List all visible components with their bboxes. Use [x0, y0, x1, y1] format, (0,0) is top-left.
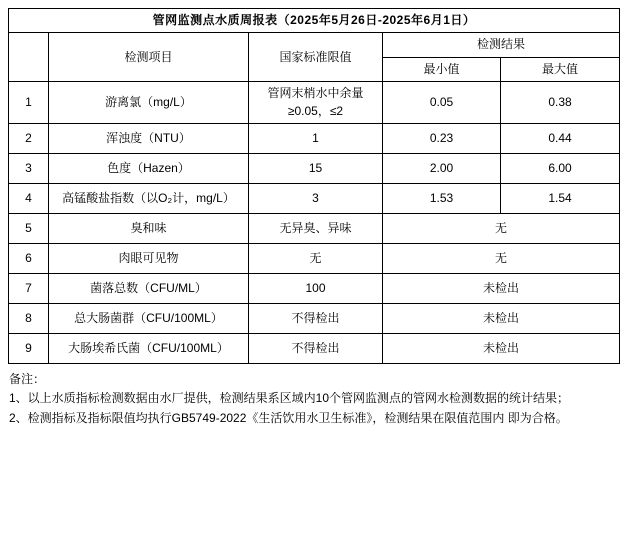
- row-item: 大肠埃希氏菌（CFU/100ML）: [49, 333, 249, 363]
- water-quality-table: [8, 8, 620, 364]
- row-limit: 3: [249, 183, 383, 213]
- page-title: 管网监测点水质周报表（2025年5月26日-2025年6月1日）: [9, 9, 620, 33]
- row-limit: 无异臭、异味: [249, 213, 383, 243]
- row-index: 5: [9, 213, 49, 243]
- row-item: 游离氯（mg/L）: [49, 82, 249, 124]
- row-index: 8: [9, 303, 49, 333]
- row-item: 浑浊度（NTU）: [49, 123, 249, 153]
- header-item: 检测项目: [49, 33, 249, 82]
- row-max: 1.54: [501, 183, 620, 213]
- row-limit: 不得检出: [249, 333, 383, 363]
- row-max: 0.44: [501, 123, 620, 153]
- notes-section: [9, 370, 619, 428]
- header-max: 最大值: [501, 57, 620, 81]
- header-result: 检测结果: [383, 33, 620, 57]
- table-row: [9, 153, 620, 183]
- header-index: [9, 33, 49, 82]
- row-limit: 管网末梢水中余量≥0.05，≤2: [249, 82, 383, 124]
- table-row: [9, 82, 620, 124]
- row-min: 0.05: [383, 82, 501, 124]
- row-result: 未检出: [383, 273, 620, 303]
- row-max: 0.38: [501, 82, 620, 124]
- row-index: 7: [9, 273, 49, 303]
- header-min: 最小值: [383, 57, 501, 81]
- notes-line-2: 2、检测指标及指标限值均执行GB5749-2022《生活饮用水卫生标准》，检测结果在限值范围内 即为合格。: [9, 410, 568, 425]
- row-limit: 100: [249, 273, 383, 303]
- table-row: [9, 303, 620, 333]
- row-item: 总大肠菌群（CFU/100ML）: [49, 303, 249, 333]
- table-row: [9, 243, 620, 273]
- row-min: 2.00: [383, 153, 501, 183]
- row-index: 4: [9, 183, 49, 213]
- table-row: [9, 273, 620, 303]
- row-index: 3: [9, 153, 49, 183]
- table-row: [9, 183, 620, 213]
- row-limit: 不得检出: [249, 303, 383, 333]
- row-item: 高锰酸盐指数（以O₂计，mg/L）: [49, 183, 249, 213]
- row-item: 肉眼可见物: [49, 243, 249, 273]
- row-index: 2: [9, 123, 49, 153]
- row-item: 色度（Hazen）: [49, 153, 249, 183]
- row-result: 无: [383, 213, 620, 243]
- row-min: 0.23: [383, 123, 501, 153]
- row-result: 未检出: [383, 333, 620, 363]
- row-limit: 15: [249, 153, 383, 183]
- notes-line-1: 1、以上水质指标检测数据由水厂提供，检测结果系区域内10个管网监测点的管网水检测数据的统计结果；: [9, 391, 570, 406]
- row-min: 1.53: [383, 183, 501, 213]
- notes-label: 备注：: [9, 371, 46, 386]
- row-index: 9: [9, 333, 49, 363]
- row-limit: 无: [249, 243, 383, 273]
- table-row: [9, 213, 620, 243]
- row-result: 未检出: [383, 303, 620, 333]
- row-item: 臭和味: [49, 213, 249, 243]
- row-index: 6: [9, 243, 49, 273]
- row-index: 1: [9, 82, 49, 124]
- header-limit: 国家标准限值: [249, 33, 383, 82]
- report-page: [0, 8, 627, 540]
- table-title-row: [9, 9, 620, 33]
- row-limit: 1: [249, 123, 383, 153]
- row-result: 无: [383, 243, 620, 273]
- table-row: [9, 123, 620, 153]
- row-max: 6.00: [501, 153, 620, 183]
- row-item: 菌落总数（CFU/ML）: [49, 273, 249, 303]
- table-row: [9, 333, 620, 363]
- table-header-row-1: [9, 33, 620, 57]
